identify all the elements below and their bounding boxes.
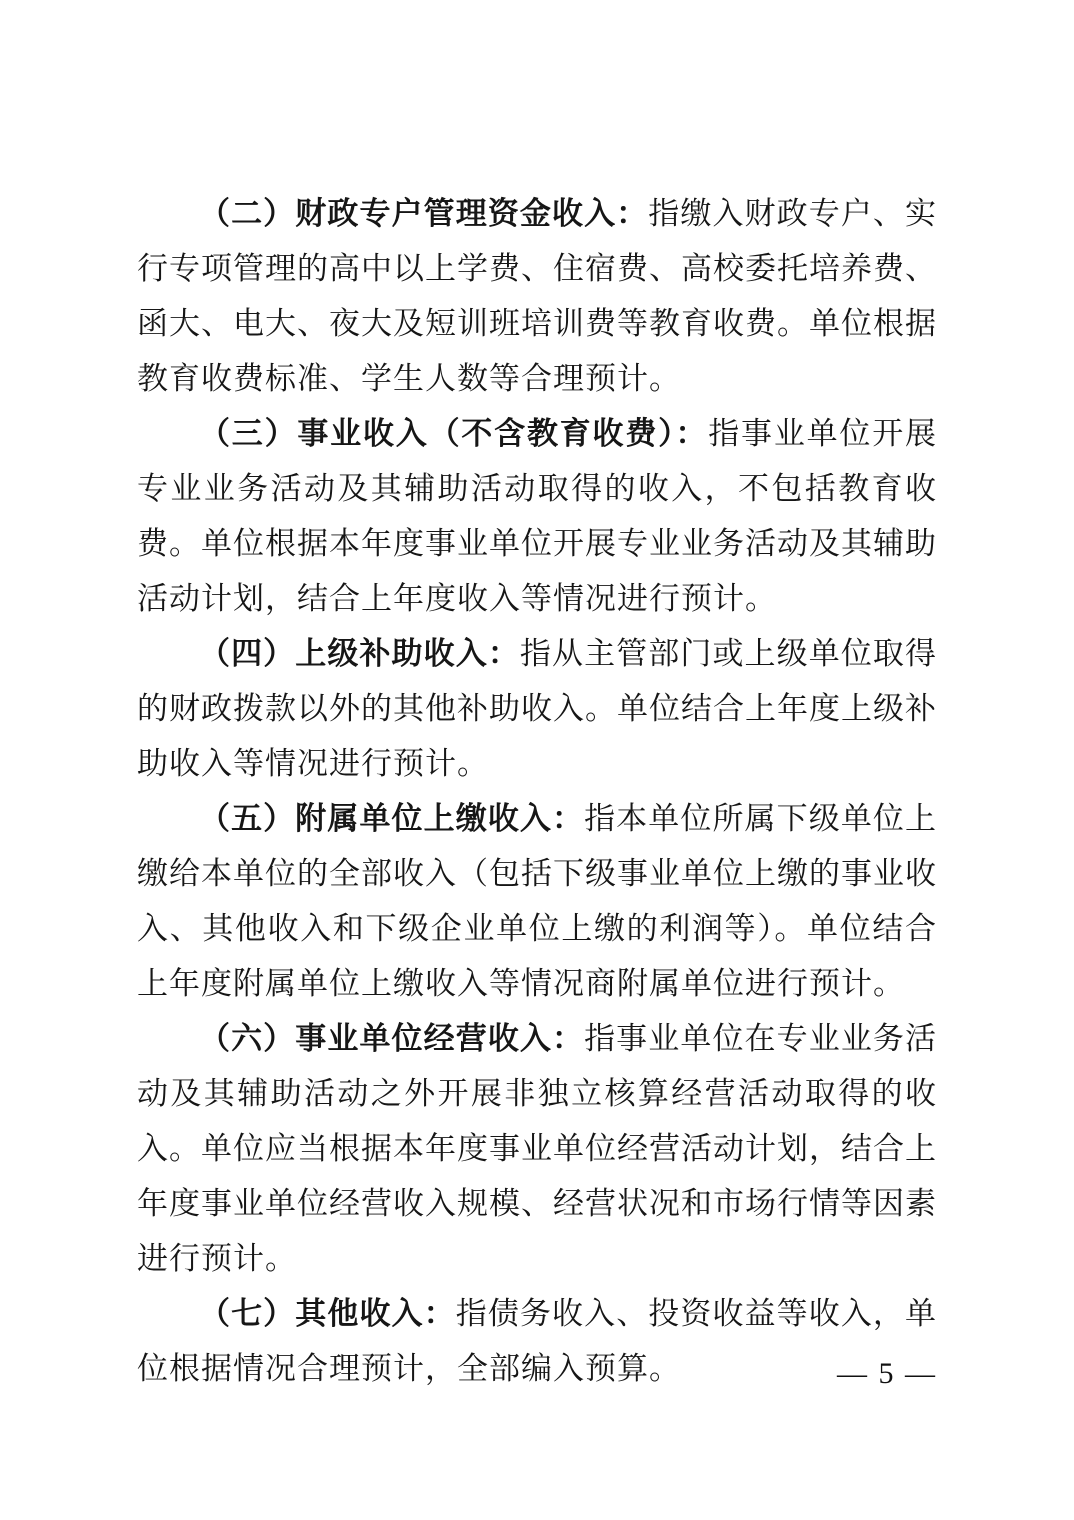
- paragraph-body: 指本单位所属下级单位上缴给本单位的全部收入（包括下级事业单位上缴的事业收入、其他收入和下级企业单位上缴的利润等）。单位结合上年度附属单位上缴收入等情况商附属单位进行预计。: [137, 801, 938, 1001]
- paragraph-body: 指事业单位开展专业业务活动及其辅助活动取得的收入，不包括教育收费。单位根据本年度事业单位开展专业业务活动及其辅助活动计划，结合上年度收入等情况进行预计。: [137, 416, 938, 616]
- paragraph-lead: （七）其他收入：: [199, 1296, 456, 1331]
- paragraph-body: 指缴入财政专户、实行专项管理的高中以上学费、住宿费、高校委托培养费、函大、电大、夜大及短训班培训费等教育收费。单位根据教育收费标准、学生人数等合理预计。: [137, 196, 938, 396]
- paragraph: [137, 791, 937, 1011]
- paragraph: [137, 626, 937, 791]
- document-body: [137, 186, 937, 1396]
- paragraph: [137, 406, 937, 626]
- paragraph: [137, 1011, 937, 1286]
- paragraph-lead: （三）事业收入（不含教育收费）：: [199, 416, 709, 451]
- page-number: — 5 —: [837, 1357, 937, 1390]
- paragraph-lead: （六）事业单位经营收入：: [199, 1021, 585, 1056]
- paragraph-body: 指从主管部门或上级单位取得的财政拨款以外的其他补助收入。单位结合上年度上级补助收入等情况进行预计。: [137, 636, 938, 781]
- paragraph-body: 指债务收入、投资收益等收入，单位根据情况合理预计，全部编入预算。: [137, 1296, 938, 1386]
- paragraph: [137, 1286, 937, 1396]
- paragraph-body: 指事业单位在专业业务活动及其辅助活动之外开展非独立核算经营活动取得的收入。单位应当根据本年度事业单位经营活动计划，结合上年度事业单位经营收入规模、经营状况和市场行情等因素进行预计。: [137, 1021, 938, 1276]
- paragraph-lead: （四）上级补助收入：: [199, 636, 520, 671]
- paragraph-lead: （二）财政专户管理资金收入：: [199, 196, 649, 231]
- paragraph: [137, 186, 937, 406]
- paragraph-lead: （五）附属单位上缴收入：: [199, 801, 585, 836]
